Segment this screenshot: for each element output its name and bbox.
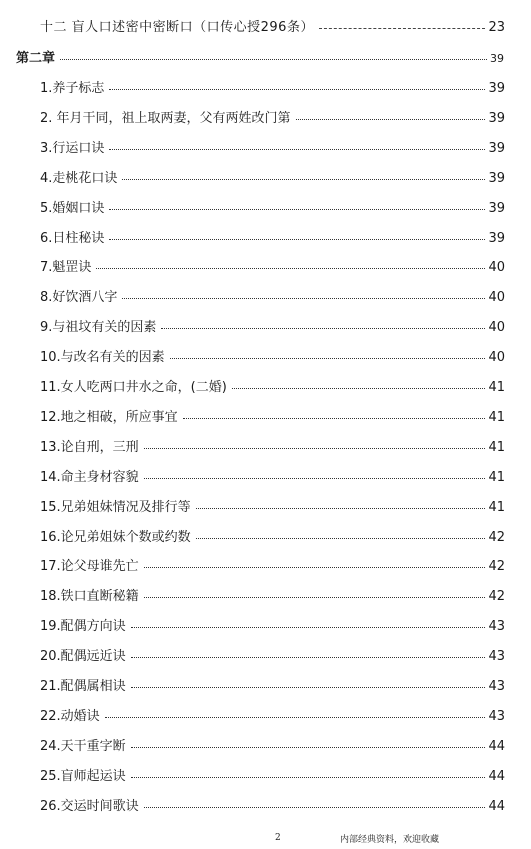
toc-entry-page: 39 [488, 110, 505, 126]
toc-entry[interactable] [40, 470, 505, 486]
toc-chapter-heading[interactable] [16, 51, 504, 67]
toc-entry-page: 40 [488, 320, 505, 336]
toc-entry[interactable] [40, 81, 505, 97]
toc-leader-dots [183, 418, 486, 419]
toc-entry-page: 39 [488, 230, 505, 246]
toc-entry[interactable] [40, 320, 505, 336]
toc-leader-dots [144, 567, 486, 568]
toc-entry-title: 25.盲师起运诀 [40, 768, 126, 784]
toc-entry-title: 17.论父母谁先亡 [40, 559, 139, 575]
toc-entry-page: 43 [488, 679, 505, 694]
toc-entry-page: 23 [488, 20, 505, 35]
chapter-page: 39 [490, 52, 504, 65]
toc-entry-title: 6.日柱秘诀 [40, 230, 105, 246]
toc-entry-title: 20.配偶远近诀 [40, 649, 126, 665]
toc-entry[interactable] [40, 380, 505, 396]
toc-entry[interactable] [40, 111, 505, 127]
toc-leader-dots [131, 687, 486, 688]
toc-leader-dots [144, 478, 486, 479]
toc-entry-title: 10.与改名有关的因素 [40, 350, 165, 366]
toc-entry-title: 7.魁罡诀 [40, 260, 92, 276]
toc-entry-page: 42 [488, 589, 505, 605]
toc-entry-title: 19.配偶方向诀 [40, 619, 126, 635]
toc-leader-dots [319, 28, 486, 29]
toc-leader-dots [170, 358, 486, 359]
toc-entry[interactable] [40, 649, 505, 665]
toc-entry-title: 16.论兄弟姐妹个数或约数 [40, 529, 191, 545]
toc-entry-title: 15.兄弟姐妹情况及排行等 [40, 499, 191, 515]
toc-leader-dots [109, 239, 485, 240]
toc-entry[interactable] [40, 410, 505, 426]
toc-leader-dots [296, 119, 486, 120]
toc-entry-title: 4.走桃花口诀 [40, 170, 118, 186]
toc-entry-title: 26.交运时间歌诀 [40, 798, 139, 814]
toc-entry-title: 22.动婚诀 [40, 708, 100, 724]
toc-entry[interactable] [40, 709, 505, 725]
toc-entry[interactable] [40, 769, 505, 785]
toc-entry-page: 40 [488, 260, 505, 276]
toc-leader-dots [131, 627, 486, 628]
toc-entry-title: 3.行运口诀 [40, 140, 105, 156]
chapter-title: 第二章 [16, 51, 56, 66]
toc-entry-title: 13.论自刑，三刑 [40, 439, 139, 455]
toc-entry[interactable] [40, 679, 505, 695]
toc-leader-dots [122, 179, 485, 180]
toc-entry[interactable] [40, 141, 505, 157]
toc-entry-page: 39 [488, 200, 505, 216]
toc-entry-title: 8.好饮酒八字 [40, 290, 118, 306]
toc-entry[interactable] [40, 440, 505, 456]
toc-leader-dots [144, 597, 486, 598]
toc-entry[interactable] [40, 619, 505, 635]
toc-entry[interactable] [40, 171, 505, 187]
toc-entry-page: 41 [488, 380, 505, 395]
toc-entry[interactable] [40, 260, 505, 276]
toc-entry-page: 39 [488, 81, 505, 96]
toc-leader-dots [232, 388, 486, 389]
footer-page-number: 2 [275, 833, 281, 843]
toc-leader-dots [196, 508, 486, 509]
toc-leader-dots [131, 657, 486, 658]
toc-entry-page: 43 [488, 708, 505, 724]
toc-entry-page: 44 [488, 798, 505, 814]
toc-entry-top[interactable] [40, 20, 505, 36]
toc-leader-dots [144, 448, 486, 449]
toc-entry-page: 39 [488, 140, 505, 156]
toc-entry-page: 41 [488, 499, 505, 515]
toc-entry[interactable] [40, 799, 505, 815]
toc-leader-dots [131, 777, 486, 778]
toc-entry-title: 14.命主身材容貌 [40, 469, 139, 485]
toc-leader-dots [161, 328, 485, 329]
toc-entry-title: 1.养子标志 [40, 81, 105, 96]
toc-entry[interactable] [40, 231, 505, 247]
toc-entry-title: 2. 年月干同，祖上取两妻，父有两姓改门第 [40, 110, 291, 126]
toc-entry[interactable] [40, 350, 505, 366]
toc-entry-title: 十二 盲人口述密中密断口（口传心授296条） [40, 20, 314, 35]
toc-entry-page: 44 [488, 738, 505, 754]
toc-entry[interactable] [40, 589, 505, 605]
toc-entry-page: 41 [488, 409, 505, 425]
toc-entry[interactable] [40, 739, 505, 755]
toc-entry-page: 41 [488, 469, 505, 485]
toc-entry-page: 40 [488, 290, 505, 306]
toc-entry-title: 5.婚姻口诀 [40, 200, 105, 216]
toc-entry-page: 42 [488, 559, 505, 575]
toc-entry-title: 24.天干重字断 [40, 738, 126, 754]
toc-entry-title: 12.地之相破，所应事宜 [40, 409, 178, 425]
toc-entry-title: 18.铁口直断秘籍 [40, 589, 139, 605]
toc-leader-dots [109, 209, 485, 210]
toc-leader-dots [109, 149, 485, 150]
toc-entry-page: 41 [488, 439, 505, 455]
toc-entry-title: 21.配偶属相诀 [40, 679, 126, 694]
toc-leader-dots [196, 538, 486, 539]
toc-leader-dots [60, 59, 487, 60]
toc-entry[interactable] [40, 530, 505, 546]
toc-leader-dots [122, 298, 485, 299]
toc-entry[interactable] [40, 290, 505, 306]
toc-leader-dots [144, 807, 486, 808]
toc-leader-dots [96, 268, 485, 269]
toc-entry-page: 39 [488, 170, 505, 186]
toc-entry-page: 43 [488, 619, 505, 635]
toc-entry-page: 42 [488, 529, 505, 545]
toc-leader-dots [109, 89, 485, 90]
toc-entry-page: 40 [488, 350, 505, 366]
toc-entry[interactable] [40, 500, 505, 516]
toc-entry[interactable] [40, 559, 505, 575]
toc-entry-title: 9.与祖坟有关的因素 [40, 320, 157, 336]
toc-entry-title: 11.女人吃两口井水之命，(二婚) [40, 380, 227, 395]
footer-note: 内部经典资料，欢迎收藏 [340, 835, 440, 845]
toc-entry[interactable] [40, 201, 505, 217]
toc-leader-dots [105, 717, 486, 718]
toc-entry-page: 44 [488, 768, 505, 784]
toc-entry-page: 43 [488, 649, 505, 665]
toc-leader-dots [131, 747, 486, 748]
